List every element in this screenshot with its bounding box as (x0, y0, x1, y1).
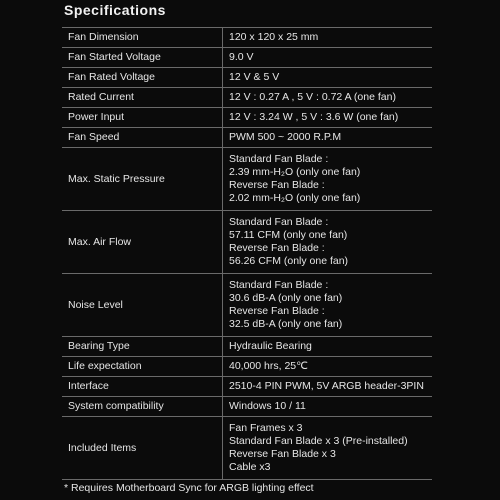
spec-value (223, 211, 433, 274)
spec-value-line: Standard Fan Blade : (229, 153, 329, 165)
spec-value-line: 32.5 dB-A (only one fan) (229, 318, 343, 330)
spec-value (223, 417, 433, 480)
spec-value-line: 12 V & 5 V (229, 71, 280, 83)
spec-label: Fan Started Voltage (62, 48, 223, 68)
spec-value (223, 108, 433, 128)
spec-value-line: Standard Fan Blade : (229, 279, 329, 291)
spec-value-line: Reverse Fan Blade : (229, 305, 325, 317)
spec-value-line: Standard Fan Blade x 3 (Pre-installed) (229, 435, 408, 447)
spec-row (62, 211, 432, 274)
spec-value (223, 128, 433, 148)
spec-row (62, 397, 432, 417)
spec-label: Included Items (62, 417, 223, 480)
spec-value-line: Standard Fan Blade : (229, 216, 329, 228)
spec-value-line: 12 V : 3.24 W , 5 V : 3.6 W (one fan) (229, 111, 399, 123)
spec-value (223, 48, 433, 68)
spec-label: Max. Static Pressure (62, 148, 223, 211)
spec-label: System compatibility (62, 397, 223, 417)
spec-row (62, 377, 432, 397)
spec-value (223, 377, 433, 397)
spec-value-line: 56.26 CFM (only one fan) (229, 255, 349, 267)
spec-row (62, 148, 432, 211)
spec-row (62, 417, 432, 480)
spec-row (62, 68, 432, 88)
spec-value-line: Cable x3 (229, 461, 271, 473)
footnote: * Requires Motherboard Sync for ARGB lighting effect (64, 482, 314, 494)
spec-row (62, 108, 432, 128)
spec-row (62, 337, 432, 357)
spec-value-line: 12 V : 0.27 A , 5 V : 0.72 A (one fan) (229, 91, 396, 103)
spec-value-line: 2510-4 PIN PWM, 5V ARGB header-3PIN (229, 380, 424, 392)
spec-row (62, 88, 432, 108)
spec-value-line: 2.02 mm-H₂O (only one fan) (229, 192, 361, 204)
spec-row (62, 128, 432, 148)
spec-label: Interface (62, 377, 223, 397)
spec-label: Fan Speed (62, 128, 223, 148)
spec-value-line: 9.0 V (229, 51, 254, 63)
spec-value-line: Fan Frames x 3 (229, 422, 303, 434)
spec-value-line: 120 x 120 x 25 mm (229, 31, 319, 43)
spec-value-line: Reverse Fan Blade : (229, 242, 325, 254)
spec-row (62, 274, 432, 337)
spec-label: Power Input (62, 108, 223, 128)
spec-value-line: 2.39 mm-H₂O (only one fan) (229, 166, 361, 178)
spec-value-line: Reverse Fan Blade x 3 (229, 448, 336, 460)
spec-value-line: 57.11 CFM (only one fan) (229, 229, 348, 241)
spec-value-line: Windows 10 / 11 (229, 400, 306, 412)
spec-label: Life expectation (62, 357, 223, 377)
spec-table (62, 27, 432, 480)
spec-row (62, 28, 432, 48)
spec-value (223, 337, 433, 357)
spec-row (62, 48, 432, 68)
spec-value-line: Reverse Fan Blade : (229, 179, 325, 191)
spec-label: Fan Dimension (62, 28, 223, 48)
spec-value (223, 68, 433, 88)
spec-value (223, 148, 433, 211)
spec-label: Max. Air Flow (62, 211, 223, 274)
spec-value (223, 397, 433, 417)
spec-value-line: 30.6 dB-A (only one fan) (229, 292, 343, 304)
spec-value (223, 28, 433, 48)
page-title: Specifications (64, 2, 166, 18)
spec-label: Noise Level (62, 274, 223, 337)
spec-row (62, 357, 432, 377)
spec-value-line: Hydraulic Bearing (229, 340, 312, 352)
spec-value (223, 88, 433, 108)
spec-value-line: PWM 500 ~ 2000 R.P.M (229, 131, 342, 143)
spec-value (223, 274, 433, 337)
spec-label: Bearing Type (62, 337, 223, 357)
spec-value-line: 40,000 hrs, 25℃ (229, 360, 308, 372)
spec-label: Rated Current (62, 88, 223, 108)
spec-label: Fan Rated Voltage (62, 68, 223, 88)
spec-value (223, 357, 433, 377)
